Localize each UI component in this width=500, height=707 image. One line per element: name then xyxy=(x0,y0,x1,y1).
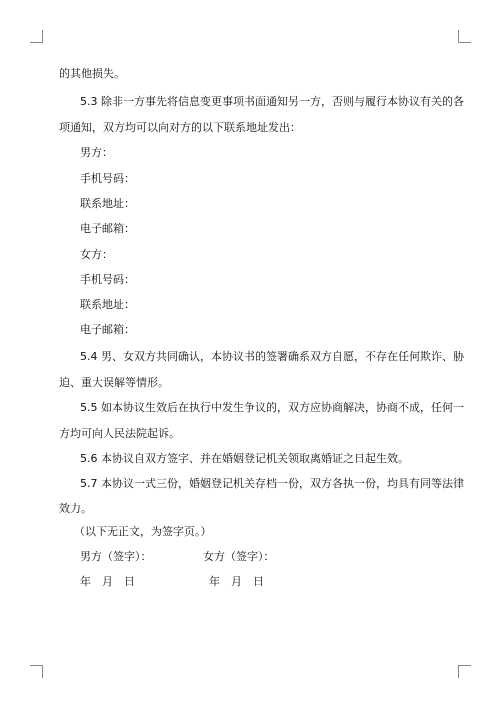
text-line: 迫、重大误解等情形。 xyxy=(59,376,169,389)
female-phone-label: 手机号码： xyxy=(80,273,135,286)
male-phone-label: 手机号码： xyxy=(80,172,135,185)
text-line: 项通知，双方均可以向对方的以下联系地址发出： xyxy=(59,121,301,134)
male-address-label: 联系地址： xyxy=(80,197,135,210)
male-heading: 男方： xyxy=(80,146,113,159)
text-line: 方均可向人民法院起诉。 xyxy=(59,427,180,440)
corner-mark-bottom-left xyxy=(30,665,43,678)
male-email-label: 电子邮箱： xyxy=(80,222,135,235)
corner-mark-top-right xyxy=(458,30,471,43)
female-signature-date: 年 月 日 xyxy=(209,575,264,588)
text-line: 的其他损失。 xyxy=(59,67,125,80)
female-address-label: 联系地址： xyxy=(80,298,135,311)
male-signature-label: 男方（签字）： xyxy=(80,550,152,563)
clause-5-7: 5.7 本协议一式三份，婚姻登记机关存档一份，双方各执一份，均具有同等法律 xyxy=(80,477,464,490)
female-email-label: 电子邮箱： xyxy=(80,323,135,336)
end-note: （以下无正文，为签字页。） xyxy=(74,525,212,538)
text-line: 效力。 xyxy=(59,502,92,515)
clause-5-5: 5.5 如本协议生效后在执行中发生争议的，双方应协商解决，协商不成，任何一 xyxy=(80,401,464,414)
female-heading: 女方： xyxy=(80,248,113,261)
clause-5-3: 5.3 除非一方事先将信息变更事项书面通知另一方，否则与履行本协议有关的各 xyxy=(80,95,464,108)
clause-5-4: 5.4 男、女双方共同确认，本协议书的签署确系双方自愿，不存在任何欺诈、胁 xyxy=(80,350,464,363)
clause-5-6: 5.6 本协议自双方签字、并在婚姻登记机关领取离婚证之日起生效。 xyxy=(80,452,409,465)
male-signature-date: 年 月 日 xyxy=(80,575,135,588)
female-signature-label: 女方（签字）： xyxy=(203,550,275,563)
corner-mark-bottom-right xyxy=(458,665,471,678)
corner-mark-top-left xyxy=(30,30,43,43)
